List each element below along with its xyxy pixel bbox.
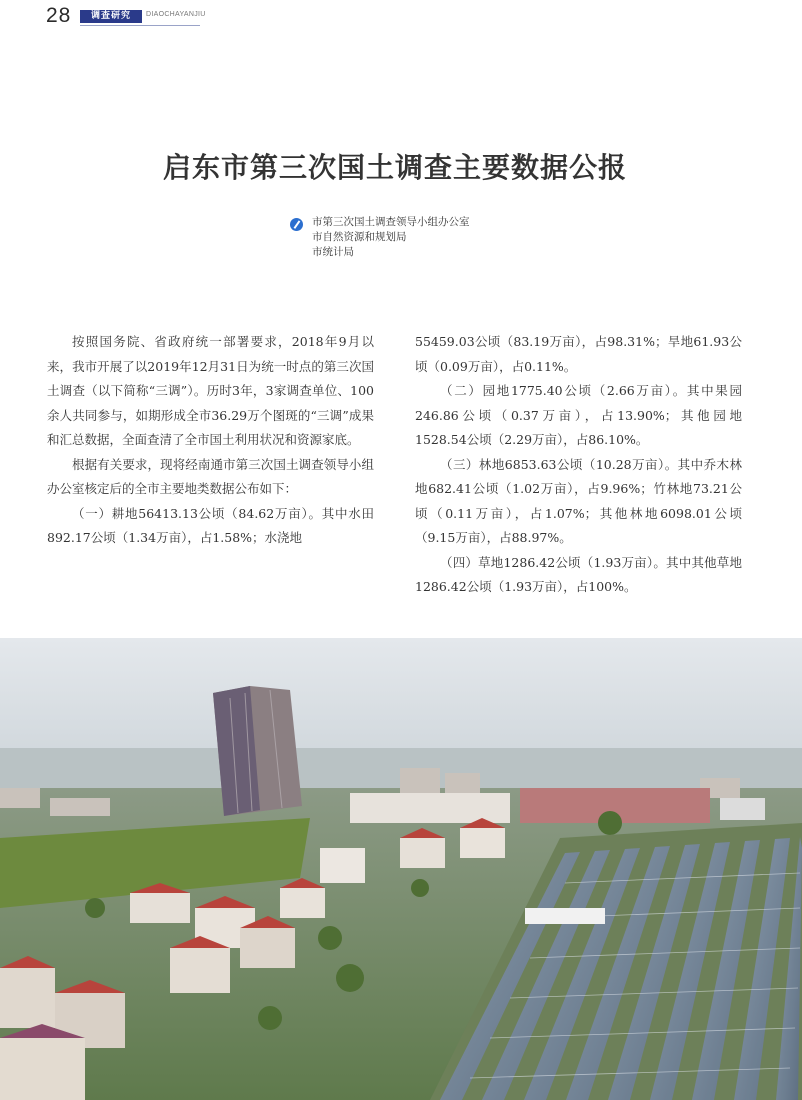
paragraph: （一）耕地56413.13公顷（84.62万亩）。其中水田892.17公顷（1.34万亩），占1.58%；水浇地 — [47, 505, 374, 545]
pen-icon — [290, 218, 303, 231]
author-line: 市第三次国土调查领导小组办公室 — [312, 216, 470, 228]
aerial-photo — [0, 638, 802, 1100]
article-title: 启东市第三次国土调查主要数据公报 — [162, 151, 627, 184]
author-line: 市自然资源和规划局 — [312, 231, 407, 243]
section-label: 调查研究 — [80, 10, 142, 23]
section-pinyin: DIAOCHAYANJIU — [146, 11, 206, 18]
author-line: 市统计局 — [312, 246, 354, 258]
paragraph-continuation: 55459.03公顷（83.19万亩），占98.31%；旱地61.93公顷（0.09万亩），占0.11%。 — [415, 334, 742, 374]
header-divider — [80, 25, 200, 26]
paragraph: （三）林地6853.63公顷（10.28万亩）。其中乔木林地682.41公顷（1.02万亩），占9.96%；竹林地73.21公顷（0.11万亩），占1.07%；其他林地6098.01公顷（9.15万亩），占88.97%。 — [415, 456, 742, 545]
author-list — [312, 215, 470, 260]
paragraph: 根据有关要求，现将经南通市第三次国土调查领导小组办公室核定后的全市主要地类数据公布如下： — [47, 456, 374, 496]
paragraph: 按照国务院、省政府统一部署要求，2018年9月以来，我市开展了以2019年12月31日为统一时点的第三次国土调查（以下简称“三调”）。历时3年，3家调查单位、100余人共同参与，如期形成全市36.29万个图斑的“三调”成果和汇总数据，全面查清了全市国土利用状况和资源家底。 — [47, 334, 374, 447]
paragraph: （四）草地1286.42公顷（1.93万亩）。其中其他草地1286.42公顷（1.93万亩），占100%。 — [415, 554, 742, 594]
page-number: 28 — [46, 4, 72, 27]
body-column-left — [47, 330, 374, 551]
body-column-right — [415, 330, 742, 600]
paragraph: （二）园地1775.40公顷（2.66万亩）。其中果园246.86公顷（0.37万亩），占13.90%；其他园地1528.54公顷（2.29万亩），占86.10%。 — [415, 383, 742, 447]
page-header — [0, 0, 802, 32]
